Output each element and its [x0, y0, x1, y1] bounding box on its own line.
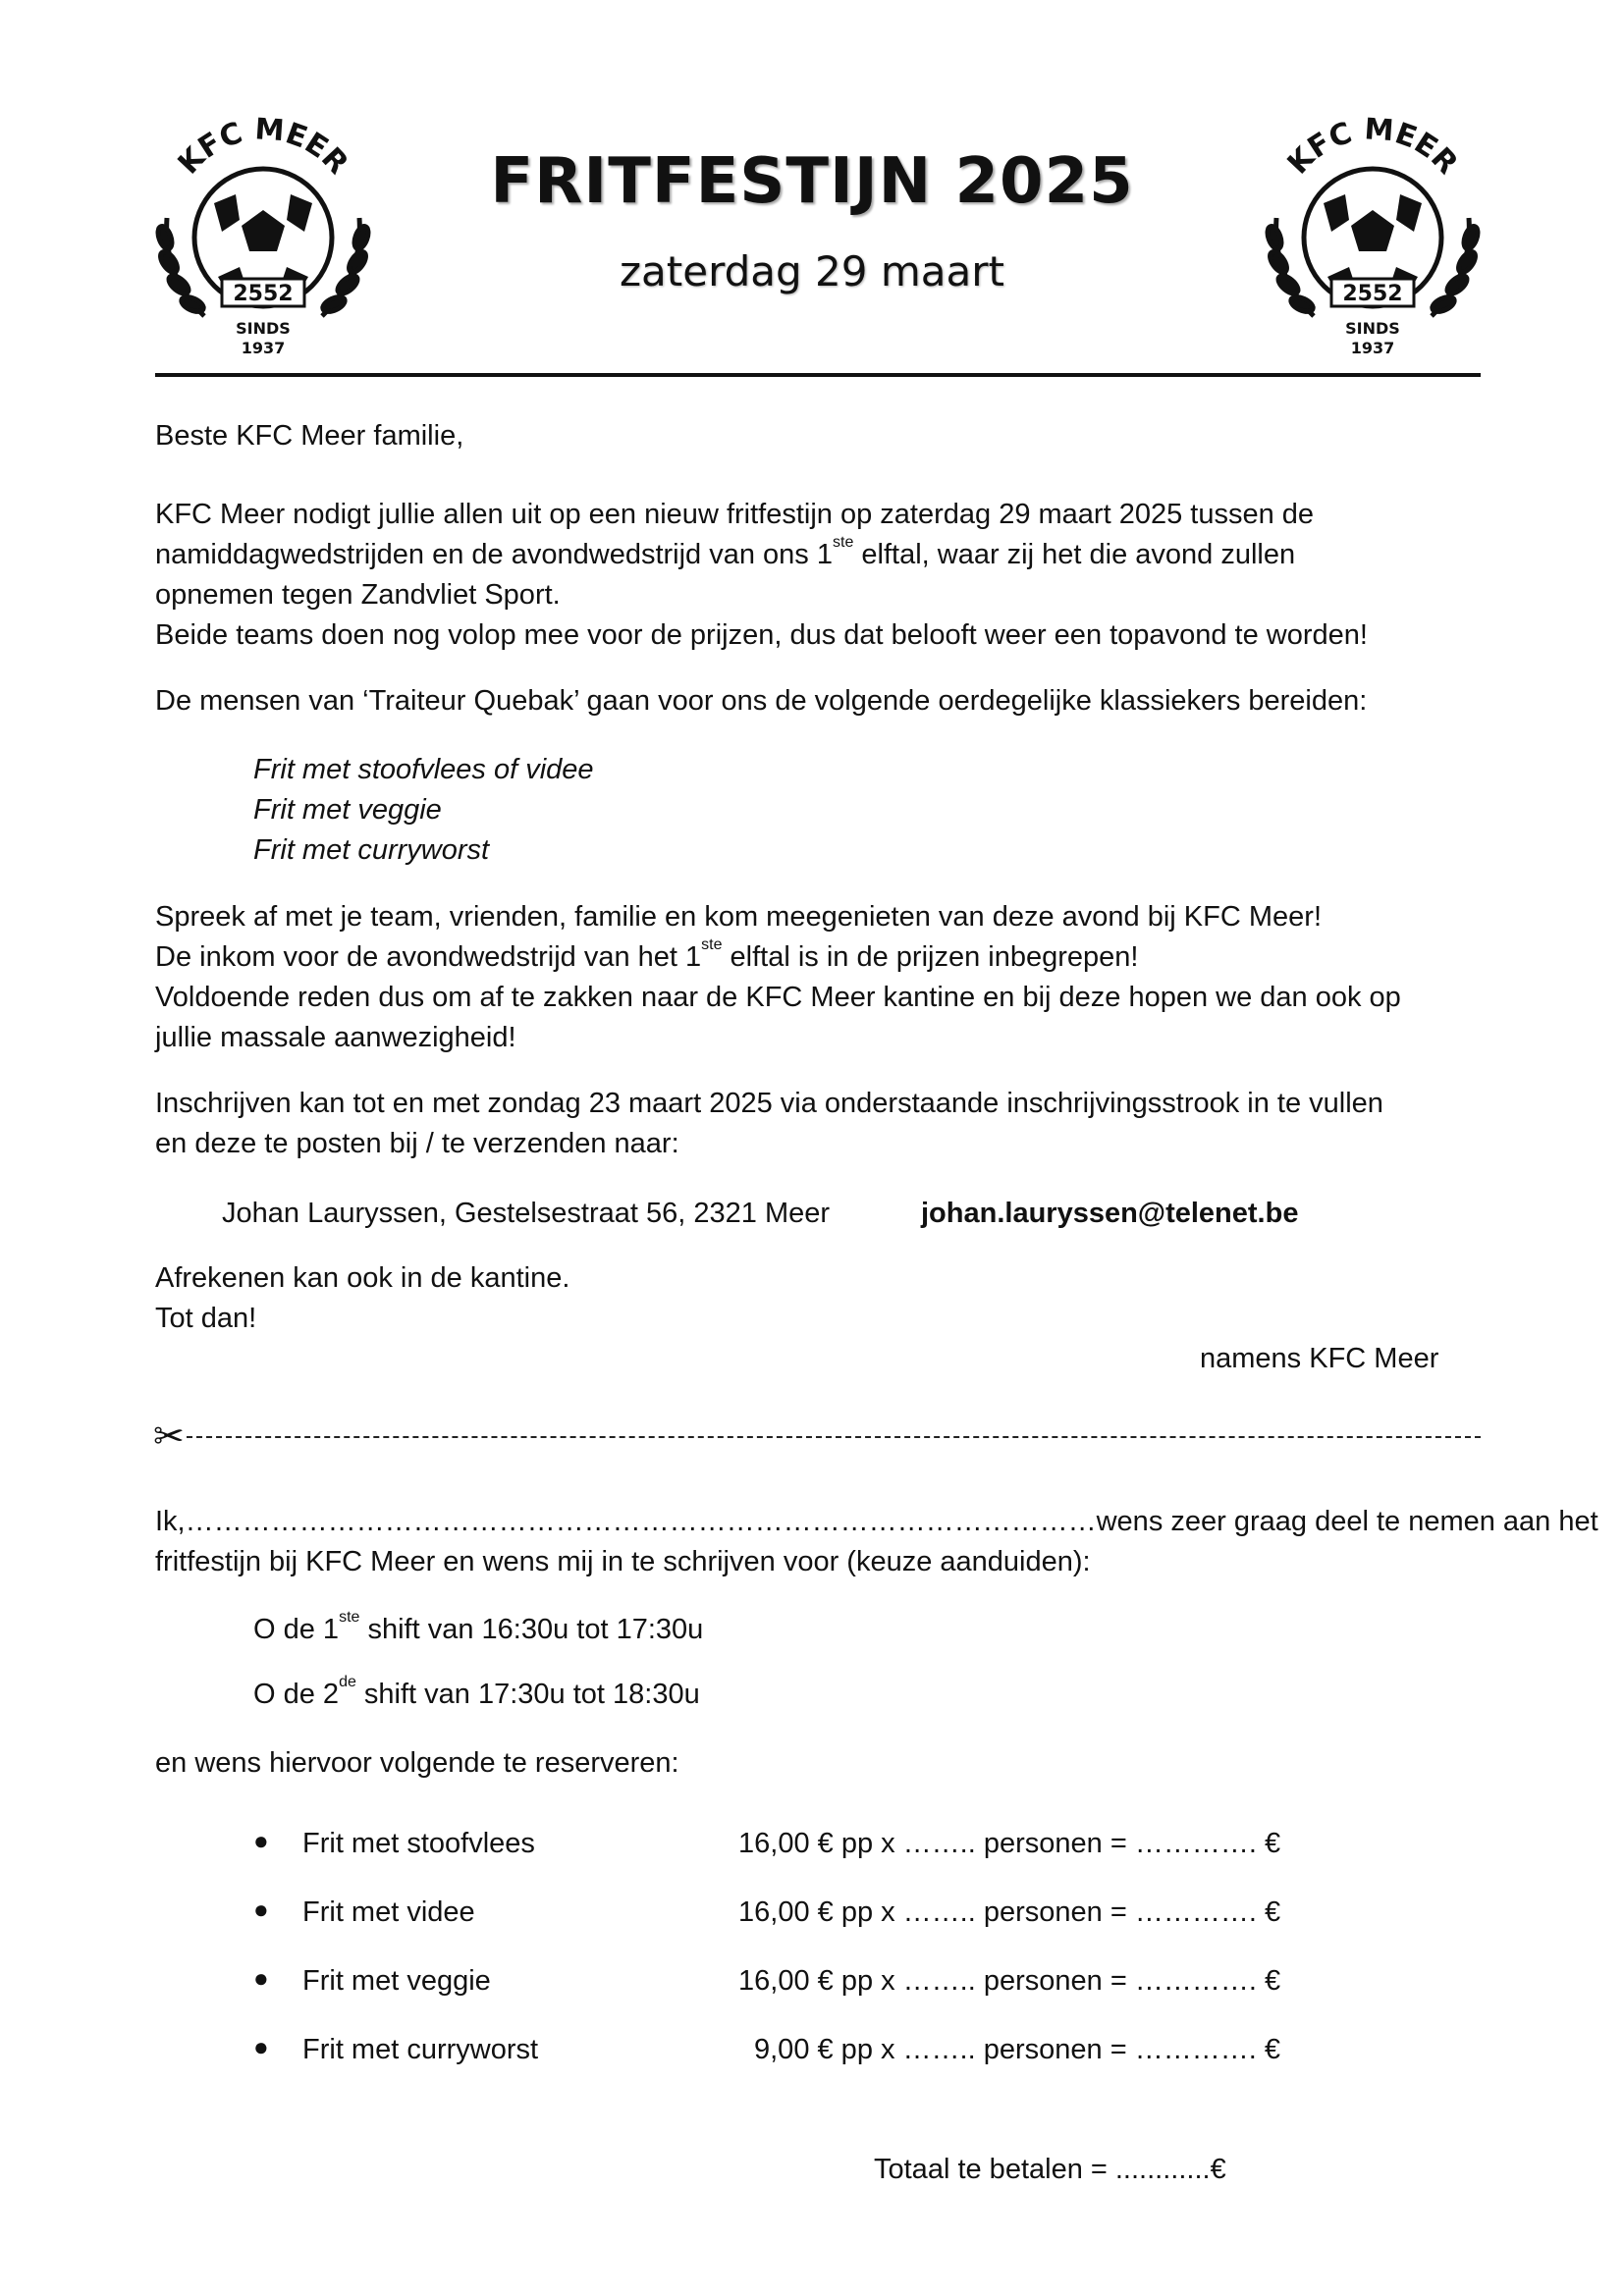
page-subtitle: zaterdag 29 maart: [620, 247, 1004, 295]
intro-line: Beide teams doen nog volop mee voor de prijzen, dus dat belooft weer een topavond te worden!: [155, 619, 1368, 651]
menu-item: Frit met stoofvlees of videe: [253, 754, 594, 785]
svg-text:1937: 1937: [1350, 339, 1395, 357]
item-name: Frit met veggie: [302, 1965, 491, 1997]
reserve-label: en wens hiervoor volgende te reserveren:: [155, 1747, 679, 1779]
closing: [155, 1258, 1490, 1339]
item-calculation[interactable]: 16,00 € pp x …….. personen = …………. €: [738, 1896, 1281, 1928]
intro-line: KFC Meer nodigt jullie allen uit op een nieuw fritfestijn op zaterdag 29 maart 2025 tussen de: [155, 499, 1315, 530]
contact-address: Johan Lauryssen, Gestelsestraat 56, 2321 Meer: [222, 1198, 831, 1229]
svg-text:KFC MEER: KFC MEER: [1280, 112, 1465, 182]
intro-paragraph: [155, 495, 1490, 656]
svg-text:SINDS: SINDS: [236, 319, 291, 338]
menu-item: Frit met curryworst: [253, 834, 490, 866]
invite-paragraph: [155, 897, 1490, 1058]
greeting: Beste KFC Meer familie,: [155, 420, 464, 452]
registration-intro: [155, 1502, 1598, 1582]
invite-line: Voldoende reden dus om af te zakken naar de KFC Meer kantine en bij deze hopen we dan ook op: [155, 982, 1401, 1013]
intro-line: namiddagwedstrijden en de avondwedstrijd van ons 1ste elftal, waar zij het die avond zullen: [155, 534, 1296, 570]
total-amount[interactable]: Totaal te betalen = ............€: [874, 2154, 1226, 2185]
cut-line: [187, 1436, 1481, 1438]
closing-line: Afrekenen kan ook in de kantine.: [155, 1262, 570, 1294]
svg-text:1937: 1937: [241, 339, 286, 357]
item-name: Frit met videe: [302, 1896, 475, 1928]
intro-line: opnemen tegen Zandvliet Sport.: [155, 579, 561, 611]
invite-line: De inkom voor de avondwedstrijd van het 1ste elftal is in de prijzen inbegrepen!: [155, 936, 1139, 973]
registration-line: Ik,……………………………………………………………………………………wens zeer graag deel te nemen aan het: [155, 1506, 1598, 1537]
item-name: Frit met stoofvlees: [302, 1828, 535, 1859]
closing-line: Tot dan!: [155, 1303, 257, 1334]
svg-text:2552: 2552: [233, 282, 294, 306]
register-paragraph: [155, 1084, 1490, 1164]
shift-option-2[interactable]: O de 2de shift van 17:30u tot 18:30u: [253, 1674, 700, 1710]
caterer-paragraph: De mensen van ‘Traiteur Quebak’ gaan voor ons de volgende oerdegelijke klassiekers bereiden:: [155, 685, 1368, 717]
svg-text:2552: 2552: [1342, 282, 1403, 306]
bullet-icon: ●: [253, 2032, 269, 2061]
register-line: en deze te posten bij / te verzenden naar:: [155, 1128, 679, 1159]
register-line: Inschrijven kan tot en met zondag 23 maart 2025 via onderstaande inschrijvingsstrook in te vullen: [155, 1088, 1383, 1119]
bullet-icon: ●: [253, 1895, 269, 1924]
svg-text:SINDS: SINDS: [1345, 319, 1400, 338]
bullet-icon: ●: [253, 1826, 269, 1855]
signature: namens KFC Meer: [1200, 1343, 1439, 1374]
menu-list: [253, 750, 1589, 871]
scissors-icon: ✂: [153, 1416, 185, 1458]
item-calculation[interactable]: 16,00 € pp x …….. personen = …………. €: [738, 1965, 1281, 1997]
item-name: Frit met curryworst: [302, 2034, 539, 2065]
contact-email-link[interactable]: johan.lauryssen@telenet.be: [921, 1198, 1299, 1229]
item-calculation[interactable]: 16,00 € pp x …….. personen = …………. €: [738, 1828, 1281, 1859]
svg-text:KFC MEER: KFC MEER: [171, 112, 355, 182]
menu-item: Frit met veggie: [253, 794, 442, 826]
invite-line: Spreek af met je team, vrienden, familie en kom meegenieten van deze avond bij KFC Meer!: [155, 901, 1322, 933]
item-calculation[interactable]: 9,00 € pp x …….. personen = …………. €: [754, 2034, 1280, 2065]
page-title: FRITFESTIJN 2025: [490, 145, 1134, 218]
shift-option-1[interactable]: O de 1ste shift van 16:30u tot 17:30u: [253, 1609, 704, 1645]
bullet-icon: ●: [253, 1963, 269, 1993]
registration-line: fritfestijn bij KFC Meer en wens mij in te schrijven voor (keuze aanduiden):: [155, 1546, 1091, 1577]
header-divider: [155, 373, 1481, 377]
invite-line: jullie massale aanwezigheid!: [155, 1022, 516, 1053]
